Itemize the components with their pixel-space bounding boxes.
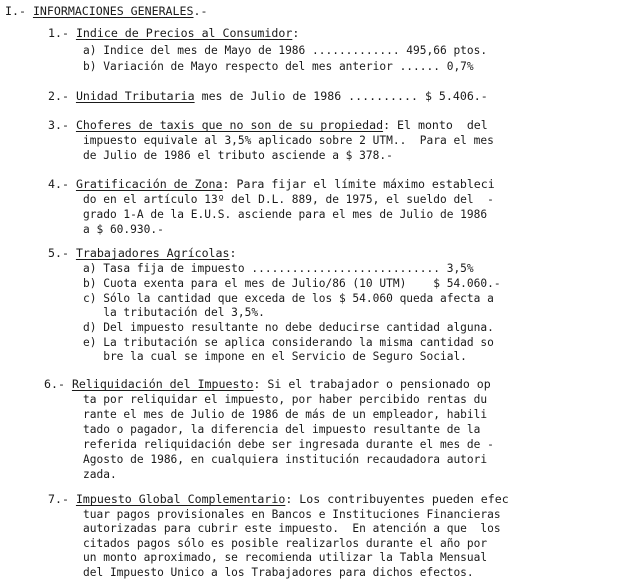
item-2-title-tail: mes de Julio de 1986 .......... $ 5.406.- [194, 89, 488, 103]
item-1-line-a: a) Indice del mes de Mayo de 1986 ............. 495,66 ptos. [83, 44, 488, 57]
item-5-line-b: b) Cuota exenta para el mes de Julio/86 (10 UTM) $ 54.060.- [83, 277, 501, 290]
item-1-line-b: b) Variación de Mayo respecto del mes anterior ...... 0,7% [83, 60, 474, 73]
item-7-line-2: autorizadas para cubrir este impuesto. En atención a que los [83, 522, 501, 535]
item-5-line-e-cont: bre la cual se impone en el Servicio de Seguro Social. [83, 350, 467, 363]
item-5-number: 5.- [48, 246, 69, 260]
item-7-line-1: tuar pagos provisionales en Bancos e Instituciones Financieras [83, 508, 501, 521]
item-5-line-a: a) Tasa fija de impuesto ............................ 3,5% [83, 262, 474, 275]
item-5-line-d: d) Del impuesto resultante no debe deducirse cantidad alguna. [83, 321, 494, 334]
item-2-title: Unidad Tributaria [75, 89, 195, 103]
item-3-number: 3.- [48, 118, 69, 132]
item-6-line-2: rante el mes de Julio de 1986 de más de un empleador, habili [83, 408, 488, 421]
item-6-line-1: ta por reliquidar el impuesto, por haber percibido rentas du [83, 393, 488, 406]
item-6-heading [44, 378, 491, 391]
item-4-title: Gratificación de Zona [75, 177, 223, 191]
item-5-title-tail: : [229, 246, 237, 260]
item-4-heading [48, 178, 495, 191]
item-3-line-1: impuesto equivale al 3,5% aplicado sobre 2 UTM.. Para el mes [83, 134, 494, 147]
item-3-title-tail: : El monto del [383, 118, 488, 132]
item-6-title-tail: : Si el trabajador o pensionado op [253, 377, 491, 391]
section-heading [5, 5, 207, 18]
item-5-line-c: c) Sólo la cantidad que exceda de los $ 54.060 queda afecta a [83, 292, 494, 305]
item-3-title: Choferes de taxis que no son de su propiedad [75, 118, 384, 132]
item-7-title-tail: : Los contribuyentes pueden efec [285, 492, 509, 506]
item-1-title-tail: : [292, 26, 300, 40]
item-6-line-4: referida reliquidación debe ser ingresada durante el mes de - [83, 438, 494, 451]
item-7-heading [48, 493, 509, 506]
item-4-line-1: do en el artículo 13º del D.L. 889, de 1975, el sueldo del - [83, 193, 494, 206]
item-2-heading [48, 90, 488, 103]
item-5-line-e: e) La tributación se aplica considerando la misma cantidad so [83, 336, 494, 349]
item-7-line-5: del Impuesto Unico a los Trabajadores para dichos efectos. [83, 566, 474, 579]
item-5-line-c-cont: la tributación del 3,5%. [83, 306, 265, 319]
item-6-line-5: Agosto de 1986, en cualquiera institución recaudadora autori [83, 453, 488, 466]
section-title: INFORMACIONES GENERALES [32, 4, 194, 18]
section-title-tail: .- [193, 4, 208, 18]
item-6-line-6: zada. [83, 468, 117, 481]
item-7-number: 7.- [48, 492, 69, 506]
item-7-line-4: un monto aproximado, se recomienda utilizar la Tabla Mensual [83, 551, 488, 564]
item-7-title: Impuesto Global Complementario [75, 492, 286, 506]
item-6-line-3: tado o pagador, la diferencia del impuesto resultante de la [83, 423, 481, 436]
item-4-line-3: a $ 60.930.- [83, 223, 164, 236]
item-6-number: 6.- [44, 377, 65, 391]
section-label: I.- [5, 4, 26, 18]
item-4-line-2: grado 1-A de la E.U.S. asciende para el mes de Julio de 1986 [83, 208, 488, 221]
item-4-title-tail: : Para fijar el límite máximo estableci [222, 177, 495, 191]
item-6-title: Reliquidación del Impuesto [71, 377, 254, 391]
item-3-heading [48, 119, 488, 132]
item-1-title: Indice de Precios al Consumidor [75, 26, 293, 40]
item-1-heading [48, 27, 299, 40]
item-3-line-2: de Julio de 1986 el tributo asciende a $ 378.- [83, 149, 393, 162]
item-1-number: 1.- [48, 26, 69, 40]
item-5-heading [48, 247, 236, 260]
item-5-title: Trabajadores Agrícolas [75, 246, 230, 260]
item-2-number: 2.- [48, 89, 69, 103]
item-7-line-3: citados pagos sólo es posible realizarlos durante el año por [83, 537, 488, 550]
item-4-number: 4.- [48, 177, 69, 191]
